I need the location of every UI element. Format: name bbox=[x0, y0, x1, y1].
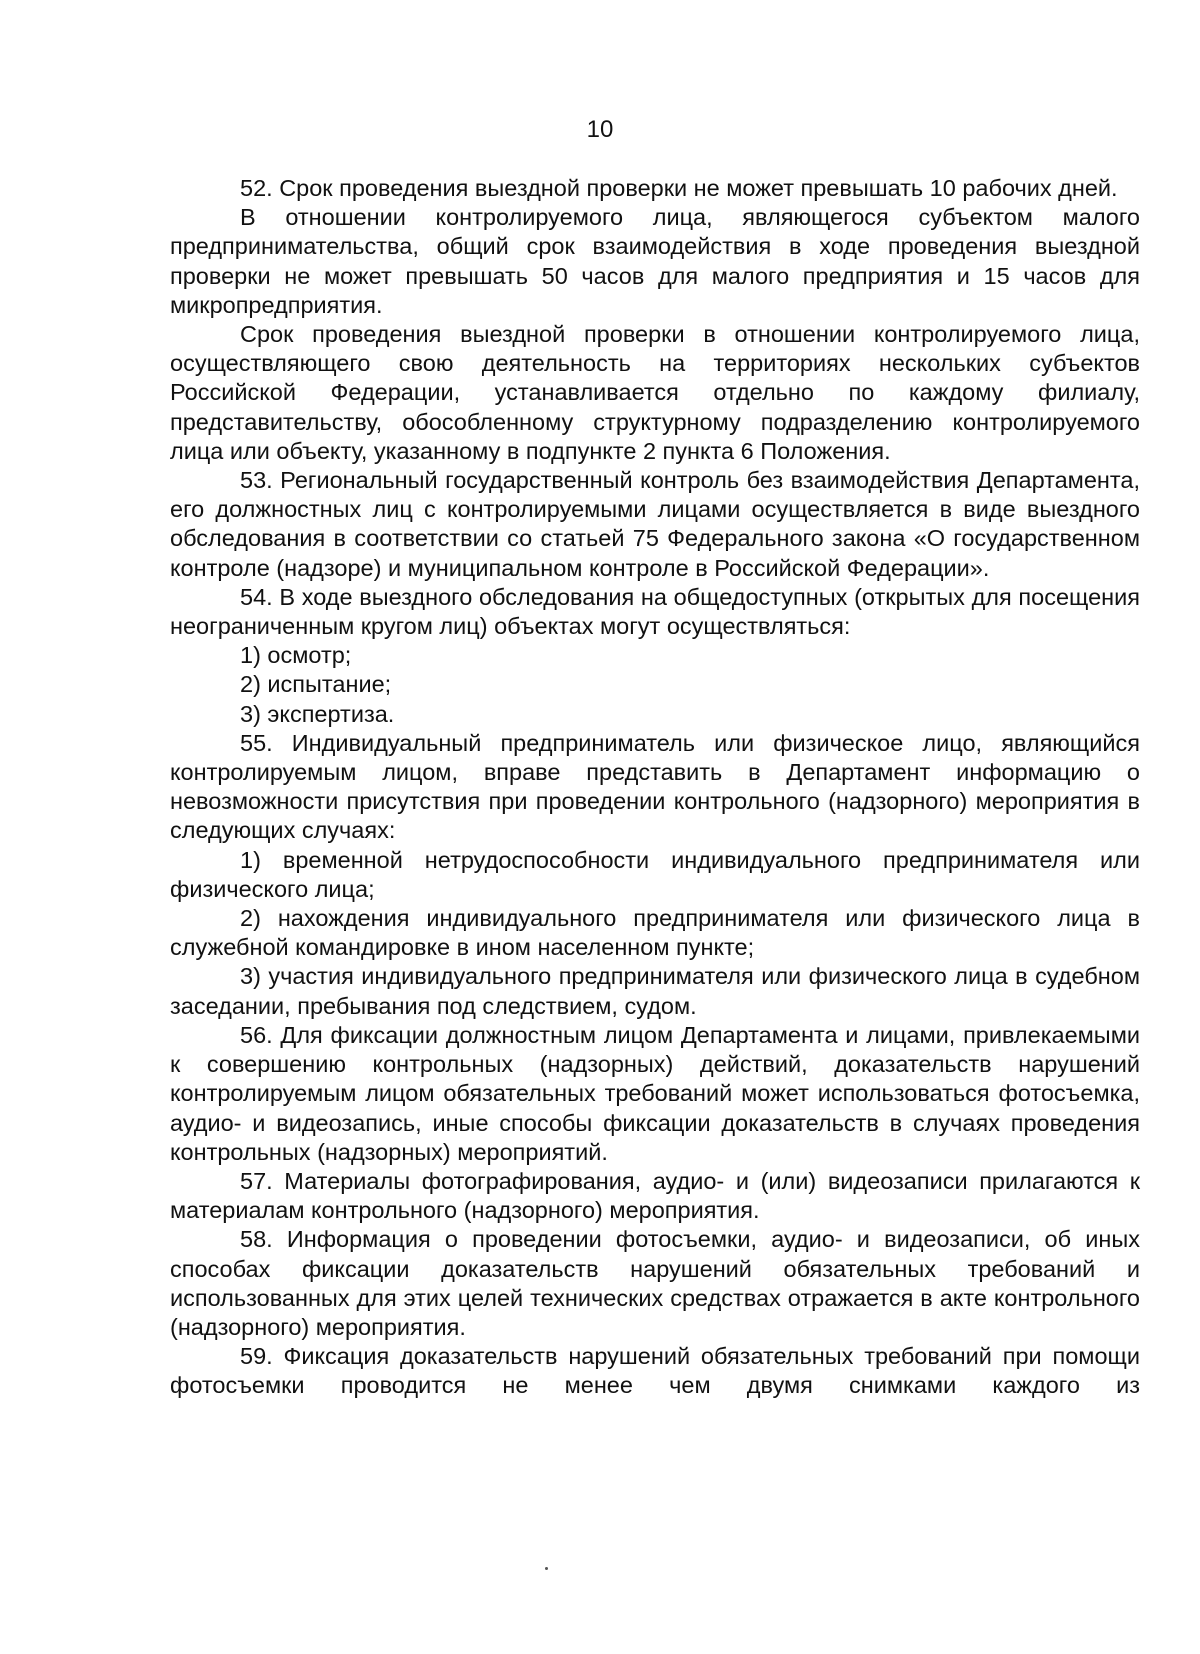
list-item-expertise: 3) экспертиза. bbox=[240, 700, 395, 727]
list-item-business-trip: 2) нахождения индивидуального предпринимателя или физического лица в служебной командировке в ином населенном пункте; bbox=[170, 905, 1140, 961]
page-number: 10 bbox=[586, 116, 614, 143]
paragraph-54: 54. В ходе выездного обследования на общедоступных (открытых для посещения неограниченным кругом лиц) объектах могут осуществляться: bbox=[170, 583, 1140, 640]
paragraph-53: 53. Региональный государственный контроль без взаимодействия Департамента, его должностных лиц с контролируемыми лицами осуществляется в виде выездного обследования в соответствии со статьей 75 Федерального закона «О государственном контроле (надзоре) и муниципальном контроле в Российской Федерации». bbox=[170, 467, 1140, 581]
paragraph-56: 56. Для фиксации должностным лицом Департамента и лицами, привлекаемыми к совершению контрольных (надзорных) действий, доказательств нарушений контролируемым лицом обязательных требований может использоваться фотосъемка, аудио- и видеозапись, иные способы фиксации доказательств в случаях проведения контрольных (надзорных) мероприятий. bbox=[170, 1021, 1140, 1165]
paragraph-52: 52. Срок проведения выездной проверки не может превышать 10 рабочих дней. bbox=[240, 175, 1118, 201]
paragraph-58: 58. Информация о проведении фотосъемки, аудио- и видеозаписи, об иных способах фиксации доказательств нарушений обязательных требований и использованных для этих целей технических средствах отражается в акте контрольного (надзорного) мероприятия. bbox=[170, 1226, 1140, 1340]
paragraph-52-multi-region: Срок проведения выездной проверки в отношении контролируемого лица, осуществляющего свою деятельность на территориях нескольких субъектов Российской Федерации, устанавливается отдельно по каждому филиалу, представительству, обособленному структурному подразделению контролируемого лица или объекту, указанному в подпункте 2 пункта 6 Положения. bbox=[170, 321, 1140, 464]
paragraph-59: 59. Фиксация доказательств нарушений обязательных требований при помощи фотосъемки проводится не менее чем двумя снимками каждого из bbox=[170, 1343, 1140, 1399]
paragraph-52-small-business: В отношении контролируемого лица, являющегося субъектом малого предпринимательства, общий срок взаимодействия в ходе проведения выездной проверки не может превышать 50 часов для малого предприятия и 15 часов для микропредприятия. bbox=[170, 204, 1140, 318]
list-item-inspection: 1) осмотр; bbox=[240, 642, 352, 669]
list-item-testing: 2) испытание; bbox=[240, 671, 392, 698]
list-item-court: 3) участия индивидуального предпринимателя или физического лица в судебном заседании, пребывания под следствием, судом. bbox=[170, 963, 1140, 1019]
scan-dot bbox=[545, 1567, 548, 1570]
list-item-disability: 1) временной нетрудоспособности индивидуального предпринимателя или физического лица; bbox=[170, 846, 1140, 902]
paragraph-55: 55. Индивидуальный предприниматель или физическое лицо, являющийся контролируемым лицом, вправе представить в Департамент информацию о невозможности присутствия при проведении контрольного (надзорного) мероприятия в следующих случаях: bbox=[170, 729, 1140, 844]
document-body bbox=[170, 174, 1140, 1401]
paragraph-57: 57. Материалы фотографирования, аудио- и (или) видеозаписи прилагаются к материалам контрольного (надзорного) мероприятия. bbox=[170, 1167, 1140, 1224]
